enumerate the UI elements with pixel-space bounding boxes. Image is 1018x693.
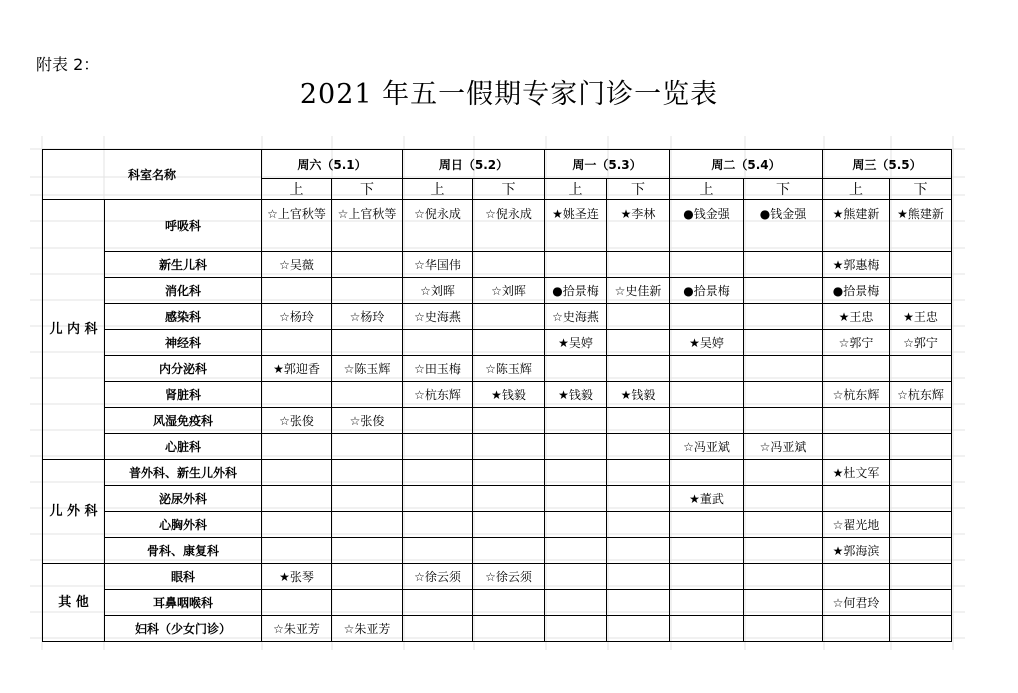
doctor-cell [744, 460, 823, 486]
table-row [43, 304, 952, 330]
doctor-cell [670, 408, 744, 434]
doctor-cell: ★杜文军 [823, 460, 890, 486]
am-header: 上 [403, 179, 473, 200]
doctor-cell [670, 356, 744, 382]
doctor-cell: ☆史佳新 [607, 278, 670, 304]
doctor-cell [545, 564, 607, 590]
doctor-cell: ☆张俊 [262, 408, 332, 434]
doctor-cell [744, 252, 823, 278]
doctor-cell [670, 538, 744, 564]
page-title: 2021 年五一假期专家门诊一览表 [299, 79, 719, 110]
doctor-cell [403, 434, 473, 460]
doctor-cell [473, 304, 545, 330]
schedule-table [42, 149, 952, 642]
doctor-cell [607, 512, 670, 538]
group-label: 儿 外 科 [43, 460, 105, 564]
dept-name-header: 科室名称 [43, 150, 262, 200]
doctor-cell [823, 356, 890, 382]
doctor-cell [332, 590, 403, 616]
header-days-row [43, 150, 952, 179]
doctor-cell: ☆何君玲 [823, 590, 890, 616]
doctor-cell [403, 408, 473, 434]
doctor-cell [473, 408, 545, 434]
table-row [43, 356, 952, 382]
dept-name: 泌尿外科 [105, 486, 262, 512]
table-row [43, 252, 952, 278]
doctor-cell: ●钱金强 [670, 200, 744, 252]
pm-header: 下 [607, 179, 670, 200]
doctor-cell [262, 330, 332, 356]
doctor-cell: ☆郭宁 [890, 330, 952, 356]
dept-name: 心胸外科 [105, 512, 262, 538]
doctor-cell [890, 512, 952, 538]
doctor-cell [473, 252, 545, 278]
doctor-cell [403, 486, 473, 512]
doctor-cell [823, 434, 890, 460]
doctor-cell: ☆杨玲 [332, 304, 403, 330]
doctor-cell: ☆徐云须 [473, 564, 545, 590]
doctor-cell [744, 486, 823, 512]
doctor-cell [890, 564, 952, 590]
doctor-cell: ☆上官秋等 [262, 200, 332, 252]
doctor-cell: ☆田玉梅 [403, 356, 473, 382]
doctor-cell [262, 486, 332, 512]
doctor-cell [262, 512, 332, 538]
doctor-cell [744, 616, 823, 642]
dept-name: 消化科 [105, 278, 262, 304]
doctor-cell [403, 538, 473, 564]
doctor-cell [744, 330, 823, 356]
doctor-cell [332, 564, 403, 590]
doctor-cell [607, 460, 670, 486]
doctor-cell [890, 408, 952, 434]
doctor-cell [670, 512, 744, 538]
doctor-cell [332, 382, 403, 408]
doctor-cell [607, 538, 670, 564]
doctor-cell [744, 356, 823, 382]
doctor-cell [670, 304, 744, 330]
doctor-cell [744, 564, 823, 590]
doctor-cell [890, 486, 952, 512]
doctor-cell [607, 564, 670, 590]
day-header: 周日（5.2） [403, 150, 545, 179]
dept-name: 神经科 [105, 330, 262, 356]
day-header: 周三（5.5） [823, 150, 952, 179]
dept-name: 耳鼻咽喉科 [105, 590, 262, 616]
doctor-cell [473, 538, 545, 564]
doctor-cell [545, 252, 607, 278]
doctor-cell: ★郭迎香 [262, 356, 332, 382]
dept-name: 内分泌科 [105, 356, 262, 382]
pm-header: 下 [332, 179, 403, 200]
doctor-cell: ☆杭东辉 [823, 382, 890, 408]
doctor-cell: ★钱毅 [545, 382, 607, 408]
doctor-cell [607, 408, 670, 434]
doctor-cell [332, 330, 403, 356]
table-row [43, 564, 952, 590]
dept-name: 风湿免疫科 [105, 408, 262, 434]
doctor-cell [545, 538, 607, 564]
doctor-cell [403, 330, 473, 356]
doctor-cell [607, 434, 670, 460]
doctor-cell [403, 512, 473, 538]
doctor-cell: ☆杨玲 [262, 304, 332, 330]
doctor-cell [890, 252, 952, 278]
doctor-cell: ☆倪永成 [403, 200, 473, 252]
doctor-cell [403, 460, 473, 486]
doctor-cell [744, 304, 823, 330]
doctor-cell [332, 252, 403, 278]
group-label: 儿 内 科 [43, 200, 105, 460]
table-row [43, 200, 952, 252]
dept-name: 新生儿科 [105, 252, 262, 278]
doctor-cell [262, 538, 332, 564]
doctor-cell [403, 590, 473, 616]
doctor-cell: ☆陈玉辉 [332, 356, 403, 382]
doctor-cell [473, 486, 545, 512]
doctor-cell [262, 460, 332, 486]
dept-name: 感染科 [105, 304, 262, 330]
doctor-cell [670, 564, 744, 590]
table-row [43, 486, 952, 512]
doctor-cell: ★熊建新 [890, 200, 952, 252]
doctor-cell [332, 512, 403, 538]
doctor-cell: ★李林 [607, 200, 670, 252]
doctor-cell: ●拾景梅 [823, 278, 890, 304]
doctor-cell [890, 356, 952, 382]
doctor-cell [744, 408, 823, 434]
doctor-cell: ★吴婷 [545, 330, 607, 356]
table-row [43, 512, 952, 538]
doctor-cell: ☆陈玉辉 [473, 356, 545, 382]
doctor-cell [545, 616, 607, 642]
table-row [43, 616, 952, 642]
doctor-cell [890, 538, 952, 564]
doctor-cell: ☆朱亚芳 [332, 616, 403, 642]
doctor-cell [744, 278, 823, 304]
pm-header: 下 [890, 179, 952, 200]
doctor-cell [670, 460, 744, 486]
doctor-cell [473, 434, 545, 460]
doctor-cell [607, 616, 670, 642]
doctor-cell: ☆郭宁 [823, 330, 890, 356]
day-header: 周一（5.3） [545, 150, 670, 179]
doctor-cell [262, 590, 332, 616]
doctor-cell [670, 252, 744, 278]
doctor-cell: ☆上官秋等 [332, 200, 403, 252]
doctor-cell [473, 616, 545, 642]
dept-name: 肾脏科 [105, 382, 262, 408]
doctor-cell [332, 278, 403, 304]
pm-header: 下 [744, 179, 823, 200]
doctor-cell: ☆冯亚斌 [670, 434, 744, 460]
doctor-cell [823, 408, 890, 434]
doctor-cell: ☆刘晖 [403, 278, 473, 304]
doctor-cell: ●钱金强 [744, 200, 823, 252]
table-row [43, 538, 952, 564]
doctor-cell [670, 616, 744, 642]
doctor-cell: ☆史海燕 [545, 304, 607, 330]
doctor-cell [890, 590, 952, 616]
doctor-cell: ★王忠 [823, 304, 890, 330]
doctor-cell [262, 278, 332, 304]
doctor-cell: ★钱毅 [607, 382, 670, 408]
dept-name: 心脏科 [105, 434, 262, 460]
doctor-cell: ★姚圣连 [545, 200, 607, 252]
doctor-cell: ☆张俊 [332, 408, 403, 434]
doctor-cell [545, 590, 607, 616]
doctor-cell [744, 512, 823, 538]
doctor-cell: ☆刘晖 [473, 278, 545, 304]
group-label: 其 他 [43, 564, 105, 642]
doctor-cell [473, 590, 545, 616]
doctor-cell [545, 460, 607, 486]
table-row [43, 590, 952, 616]
doctor-cell [545, 434, 607, 460]
dept-name: 普外科、新生儿外科 [105, 460, 262, 486]
pm-header: 下 [473, 179, 545, 200]
dept-name: 妇科（少女门诊） [105, 616, 262, 642]
doctor-cell [545, 356, 607, 382]
doctor-cell: ☆朱亚芳 [262, 616, 332, 642]
doctor-cell: ●拾景梅 [545, 278, 607, 304]
doctor-cell [545, 512, 607, 538]
table-row [43, 330, 952, 356]
doctor-cell: ★钱毅 [473, 382, 545, 408]
doctor-cell: ☆杭东辉 [403, 382, 473, 408]
doctor-cell: ☆徐云须 [403, 564, 473, 590]
day-header: 周二（5.4） [670, 150, 823, 179]
doctor-cell: ★董武 [670, 486, 744, 512]
table-row [43, 278, 952, 304]
am-header: 上 [545, 179, 607, 200]
doctor-cell [890, 278, 952, 304]
doctor-cell [607, 330, 670, 356]
am-header: 上 [262, 179, 332, 200]
doctor-cell: ★熊建新 [823, 200, 890, 252]
doctor-cell [332, 434, 403, 460]
table-row [43, 382, 952, 408]
doctor-cell: ☆史海燕 [403, 304, 473, 330]
doctor-cell [823, 486, 890, 512]
dept-name: 呼吸科 [105, 200, 262, 252]
table-row [43, 408, 952, 434]
doctor-cell: ☆吴薇 [262, 252, 332, 278]
doctor-cell: ☆翟光地 [823, 512, 890, 538]
doctor-cell [545, 408, 607, 434]
doctor-cell [332, 538, 403, 564]
doctor-cell [607, 304, 670, 330]
doctor-cell: ☆华国伟 [403, 252, 473, 278]
doctor-cell [332, 460, 403, 486]
doctor-cell [744, 382, 823, 408]
doctor-cell: ☆倪永成 [473, 200, 545, 252]
doctor-cell [823, 616, 890, 642]
table-row [43, 460, 952, 486]
doctor-cell [890, 616, 952, 642]
doctor-cell: ★王忠 [890, 304, 952, 330]
doctor-cell [890, 434, 952, 460]
doctor-cell [545, 486, 607, 512]
doctor-cell [262, 382, 332, 408]
doctor-cell [607, 356, 670, 382]
doctor-cell: ☆杭东辉 [890, 382, 952, 408]
am-header: 上 [823, 179, 890, 200]
doctor-cell: ●拾景梅 [670, 278, 744, 304]
doctor-cell [823, 564, 890, 590]
doctor-cell: ★郭海滨 [823, 538, 890, 564]
doctor-cell [473, 512, 545, 538]
dept-name: 眼科 [105, 564, 262, 590]
table-row [43, 434, 952, 460]
doctor-cell [670, 382, 744, 408]
doctor-cell: ★张琴 [262, 564, 332, 590]
doctor-cell [890, 460, 952, 486]
doctor-cell [607, 252, 670, 278]
doctor-cell [670, 590, 744, 616]
attachment-label: 附表 2： [36, 55, 100, 74]
doctor-cell [262, 434, 332, 460]
doctor-cell [744, 538, 823, 564]
doctor-cell [473, 330, 545, 356]
dept-name: 骨科、康复科 [105, 538, 262, 564]
doctor-cell [403, 616, 473, 642]
doctor-cell [607, 486, 670, 512]
day-header: 周六（5.1） [262, 150, 403, 179]
doctor-cell: ★吴婷 [670, 330, 744, 356]
am-header: 上 [670, 179, 744, 200]
doctor-cell [332, 486, 403, 512]
doctor-cell: ☆冯亚斌 [744, 434, 823, 460]
doctor-cell: ★郭惠梅 [823, 252, 890, 278]
doctor-cell [744, 590, 823, 616]
doctor-cell [473, 460, 545, 486]
doctor-cell [607, 590, 670, 616]
